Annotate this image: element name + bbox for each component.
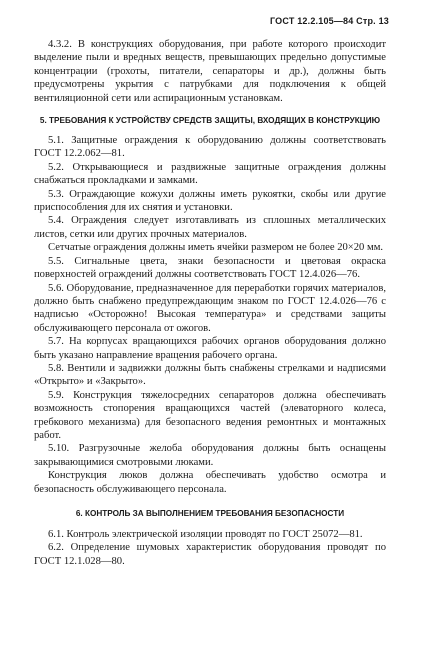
page-header: ГОСТ 12.2.105—84 Стр. 13: [269, 16, 389, 26]
paragraph-5-1: 5.1. Защитные ограждения к оборудованию должны соответствовать ГОСТ 12.2.062—81.: [34, 135, 386, 160]
section-5-heading: 5. ТРЕБОВАНИЯ К УСТРОЙСТВУ СРЕДСТВ ЗАЩИТЫ, ВХОДЯЩИХ В КОНСТРУКЦИЮ: [39, 116, 381, 126]
paragraph-5-10: 5.10. Разгрузочные желоба оборудования должны быть оснащены закрывающимися смотровыми люками.: [34, 443, 386, 468]
paragraph-6-1: 6.1. Контроль электрической изоляции проводят по ГОСТ 25072—81.: [48, 529, 363, 540]
paragraph-5-3: 5.3. Ограждающие кожухи должны иметь рукоятки, скобы или другие приспособления для их снятия и установки.: [34, 188, 386, 214]
paragraph-5-5: 5.5. Сигнальные цвета, знаки безопасности и цветовая окраска поверхностей ограждений должны соответствовать ГОСТ 12.4.026—76.: [34, 255, 386, 281]
paragraph-5-7: 5.7. На корпусах вращающихся рабочих органов оборудования должно быть указано направление вращения рабочего органа.: [34, 336, 386, 361]
paragraph-6-2: 6.2. Определение шумовых характеристик оборудования проводят по ГОСТ 12.1.028—80.: [34, 542, 386, 567]
document-body: [34, 38, 386, 568]
paragraph-4-3-2: 4.3.2. В конструкциях оборудования, при работе которого происходит выделение пыли и вредных веществ, превышающих предельно допустимые концентрации (грохоты, питатели, сепараторы и др.), должны быть предусмотрены укрытия с патрубками для подключения к общей вентиляционной сети или аспирационным установкам.: [34, 39, 386, 104]
paragraph-5-8: 5.8. Вентили и задвижки должны быть снабжены стрелками и надписями «Открыто» и «Закрыто».: [34, 362, 386, 388]
paragraph-5-2: 5.2. Открывающиеся и раздвижные защитные ограждения должны снабжаться прокладками и замками.: [34, 161, 386, 187]
paragraph-5-4: 5.4. Ограждения следует изготавливать из сплошных металлических листов, сетки или других прочных материалов.: [34, 215, 386, 240]
section-6-heading: 6. КОНТРОЛЬ ЗА ВЫПОЛНЕНИЕМ ТРЕБОВАНИЯ БЕЗОПАСНОСТИ: [75, 509, 345, 518]
paragraph-5-10-hatches: Конструкция люков должна обеспечивать удобство осмотра и безопасность обслуживающего персонала.: [34, 470, 386, 495]
paragraph-5-6: 5.6. Оборудование, предназначенное для переработки горячих материалов, должно быть снабжено предупреждающим знаком по ГОСТ 12.4.026—76 с надписью «Осторожно! Высокая температура» и средствами защиты обслуживающего персонала от ожогов.: [34, 282, 386, 334]
paragraph-5-9: 5.9. Конструкция тяжелосредних сепараторов должна обеспечивать возможность стопорения вращающихся частей (элеваторного колеса, гребкового механизма) для безопасного ведения ремонтных и монтажных работ.: [34, 389, 386, 441]
paragraph-5-4-mesh: Сетчатые ограждения должны иметь ячейки размером не более 20×20 мм.: [48, 242, 384, 254]
